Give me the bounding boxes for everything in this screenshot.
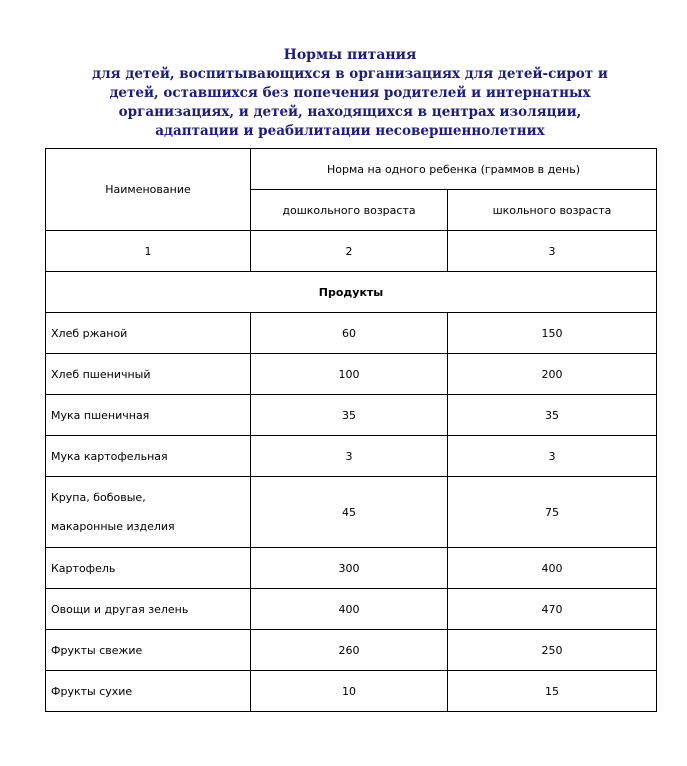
row-name bbox=[46, 477, 251, 548]
table-row bbox=[46, 671, 657, 712]
row-name-line-1: Крупа, бобовые, bbox=[51, 491, 146, 504]
title-line-1: Нормы питания bbox=[283, 47, 417, 63]
table-row bbox=[46, 477, 657, 548]
table-header-row bbox=[46, 149, 657, 190]
table-row bbox=[46, 395, 657, 436]
table-section-row bbox=[46, 272, 657, 313]
header-norm-cell: Норма на одного ребенка (граммов в день) bbox=[251, 149, 657, 190]
row-school-value: 35 bbox=[448, 395, 657, 436]
row-school-value: 200 bbox=[448, 354, 657, 395]
column-number-2: 2 bbox=[251, 231, 448, 272]
row-preschool-value: 45 bbox=[251, 477, 448, 548]
column-number-1: 1 bbox=[46, 231, 251, 272]
header-name-cell: Наименование bbox=[46, 149, 251, 231]
row-preschool-value: 10 bbox=[251, 671, 448, 712]
row-school-value: 250 bbox=[448, 630, 657, 671]
row-name: Мука картофельная bbox=[46, 436, 251, 477]
table-row bbox=[46, 589, 657, 630]
row-preschool-value: 3 bbox=[251, 436, 448, 477]
row-school-value: 15 bbox=[448, 671, 657, 712]
header-preschool-cell: дошкольного возраста bbox=[251, 190, 448, 231]
row-name: Овощи и другая зелень bbox=[46, 589, 251, 630]
column-number-3: 3 bbox=[448, 231, 657, 272]
row-school-value: 3 bbox=[448, 436, 657, 477]
row-preschool-value: 60 bbox=[251, 313, 448, 354]
table-row bbox=[46, 630, 657, 671]
document-title bbox=[0, 46, 687, 141]
row-name: Хлеб ржаной bbox=[46, 313, 251, 354]
row-school-value: 470 bbox=[448, 589, 657, 630]
title-line-5: адаптации и реабилитации несовершеннолетних bbox=[155, 123, 545, 139]
table-row bbox=[46, 548, 657, 589]
row-school-value: 75 bbox=[448, 477, 657, 548]
row-preschool-value: 300 bbox=[251, 548, 448, 589]
row-name: Картофель bbox=[46, 548, 251, 589]
row-preschool-value: 35 bbox=[251, 395, 448, 436]
nutrition-norms-table bbox=[45, 148, 657, 712]
row-name: Мука пшеничная bbox=[46, 395, 251, 436]
row-school-value: 400 bbox=[448, 548, 657, 589]
row-preschool-value: 100 bbox=[251, 354, 448, 395]
row-name: Фрукты сухие bbox=[46, 671, 251, 712]
row-name: Фрукты свежие bbox=[46, 630, 251, 671]
row-preschool-value: 400 bbox=[251, 589, 448, 630]
table-numbering-row bbox=[46, 231, 657, 272]
title-line-4: организациях, и детей, находящихся в центрах изоляции, bbox=[118, 104, 582, 120]
header-school-cell: школьного возраста bbox=[448, 190, 657, 231]
title-line-2: для детей, воспитывающихся в организациях для детей-сирот и bbox=[92, 66, 608, 82]
row-name-line-2: макаронные изделия bbox=[51, 520, 175, 533]
row-school-value: 150 bbox=[448, 313, 657, 354]
table-row bbox=[46, 436, 657, 477]
row-name: Хлеб пшеничный bbox=[46, 354, 251, 395]
section-products: Продукты bbox=[46, 272, 657, 313]
table-row bbox=[46, 313, 657, 354]
title-line-3: детей, оставшихся без попечения родителей и интернатных bbox=[109, 85, 591, 101]
row-preschool-value: 260 bbox=[251, 630, 448, 671]
table-row bbox=[46, 354, 657, 395]
